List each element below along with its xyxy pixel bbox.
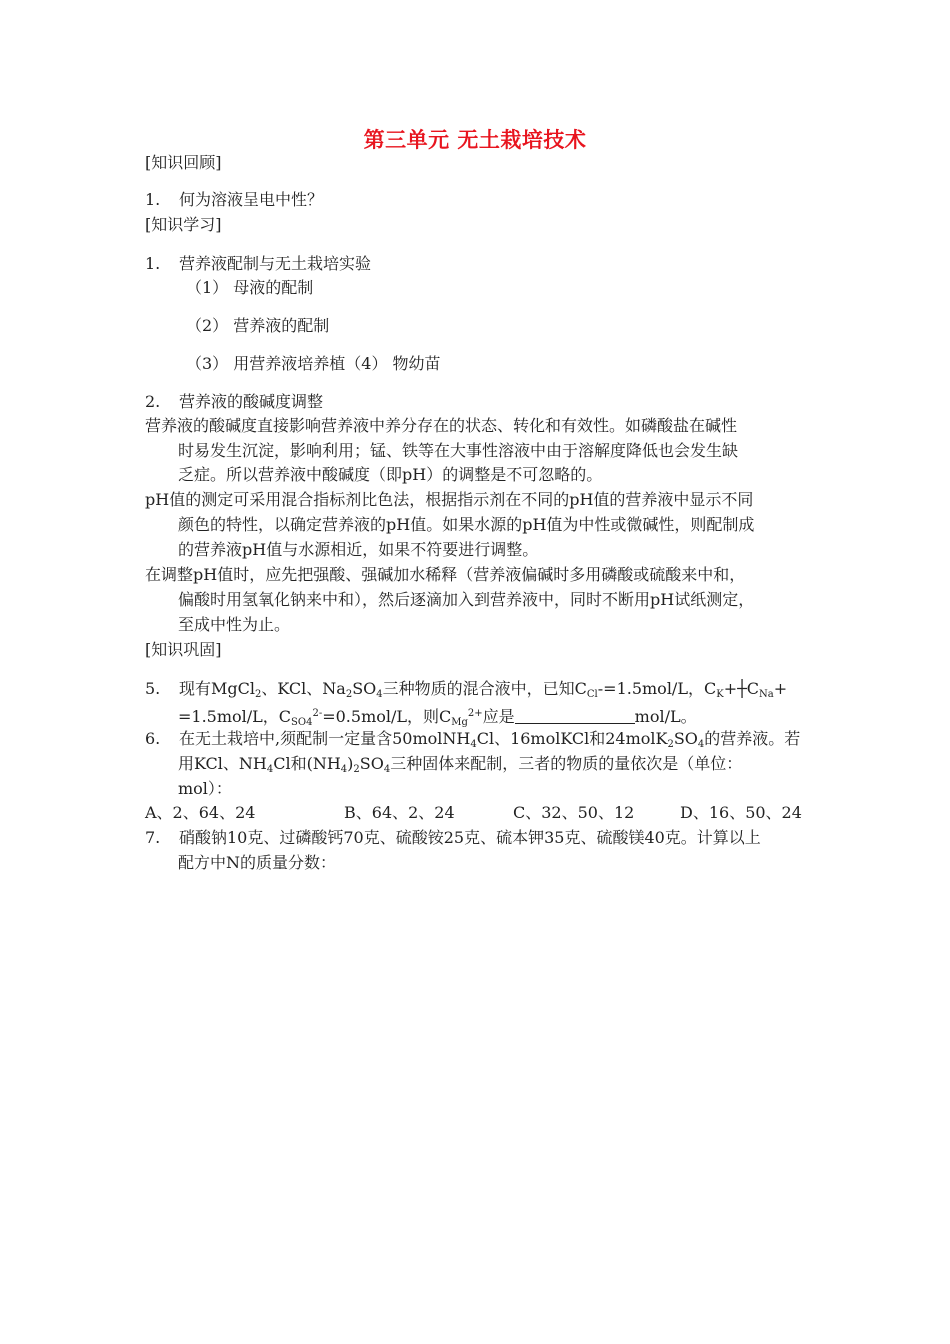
study-item-2 [145, 389, 323, 414]
text-run: SO [673, 729, 698, 748]
question-6-line-3: mol）： [178, 779, 232, 798]
paragraph-line: 乏症。所以营养液中酸碱度（即pH）的调整是不可忽略的。 [178, 465, 603, 484]
subscript: K [716, 689, 724, 700]
item-number: 1. [145, 190, 161, 209]
item-text: 何为溶液呈电中性？ [179, 190, 324, 209]
paragraph-line: 颜色的特性，以确定营养液的pH值。如果水源的pH值为中性或微碱性，则配制成 [178, 515, 755, 534]
study-sub-item-3: （3） 用营养液培养植（4） 物幼苗 [186, 354, 441, 373]
subscript: 4 [266, 764, 274, 775]
study-sub-item-2: （2） 营养液的配制 [186, 316, 330, 335]
subscript: 2 [255, 689, 262, 700]
answer-blank[interactable] [515, 705, 635, 724]
paragraph-line: 在调整pH值时，应先把强酸、强碱加水稀释（营养液偏碱时多用磷酸或硫酸来中和， [145, 565, 746, 584]
superscript: 2- [312, 708, 323, 719]
item-number: 1. [145, 254, 161, 273]
subscript: 2 [667, 739, 674, 750]
paragraph-line: 偏酸时用氢氧化钠来中和），然后逐滴加入到营养液中，同时不断用pH试纸测定， [178, 590, 755, 609]
subscript: 4 [383, 764, 391, 775]
item-text: 营养液的酸碱度调整 [179, 392, 324, 411]
subscript: 2 [353, 764, 360, 775]
subscript: Mg [451, 717, 468, 728]
study-heading: [知识学习] [145, 215, 222, 234]
text-run: mol/L。 [634, 707, 697, 726]
subscript: 2 [345, 689, 353, 700]
text-run: =0.5mol/L，则C [322, 707, 452, 726]
text-run: + [773, 679, 788, 698]
question-number: 7. [145, 828, 161, 847]
question-7-line-2: 配方中N的质量分数： [178, 853, 337, 872]
review-heading: [知识回顾] [145, 153, 222, 172]
paragraph-line: 时易发生沉淀，影响利用；锰、铁等在大事性溶液中由于溶解度降低也会发生缺 [178, 441, 739, 460]
option-b[interactable]: B、64、2、24 [344, 803, 455, 822]
item-number: 2. [145, 392, 161, 411]
subscript: Na [758, 689, 774, 700]
option-d[interactable]: D、16、50、24 [680, 803, 802, 822]
text-run: -=1.5mol/L，C [597, 679, 717, 698]
paragraph-line: 至成中性为止。 [178, 615, 291, 634]
item-text: 营养液配制与无土栽培实验 [179, 254, 372, 273]
text-run: 应是 [482, 707, 515, 726]
review-item-1 [145, 187, 323, 212]
study-item-1 [145, 251, 371, 276]
superscript: 2+ [467, 708, 483, 719]
option-c[interactable]: C、32、50、12 [513, 803, 635, 822]
text-run: 的营养液。若 [704, 729, 801, 748]
paragraph-line: 的营养液pH值与水源相近，如果不符要进行调整。 [178, 540, 539, 559]
subscript: SO4 [291, 717, 313, 728]
paragraph-line: pH值的测定可采用混合指标剂比色法，根据指示剂在不同的pH值的营养液中显示不同 [145, 490, 754, 509]
text-run: 现有MgCl [179, 679, 255, 698]
text-run: 三种固体来配制，三者的物质的量依次是（单位： [390, 754, 743, 773]
subscript: 4 [376, 689, 383, 700]
text-run: ) [347, 754, 354, 773]
text-run: Cl和(NH [273, 754, 341, 773]
subscript: 4 [470, 739, 477, 750]
subscript: 4 [340, 764, 348, 775]
question-number: 5. [145, 679, 161, 698]
paragraph-line: 营养液的酸碱度直接影响营养液中养分存在的状态、转化和有效性。如磷酸盐在碱性 [145, 416, 738, 435]
text-run: 硝酸钠10克、过磷酸钙70克、硫酸铵25克、硫本钾35克、硫酸镁40克。计算以上 [179, 828, 761, 847]
text-run: 用KCl、NH [178, 754, 267, 773]
option-a[interactable]: A、2、64、24 [145, 803, 256, 822]
question-6-line-2 [178, 751, 742, 782]
page-title: 第三单元 无土栽培技术 [363, 127, 587, 152]
text-run: SO [352, 679, 377, 698]
subscript: Cl [586, 689, 598, 700]
text-run: 、KCl、Na [261, 679, 346, 698]
consolidate-heading: [知识巩固] [145, 640, 222, 659]
text-run: 在无土栽培中,须配制一定量含50molNH [179, 729, 471, 748]
text-run: =1.5mol/L，C [178, 707, 292, 726]
text-run: SO [359, 754, 384, 773]
text-run: Cl、16molKCl和24molK [476, 729, 668, 748]
question-number: 6. [145, 729, 161, 748]
question-7-line-1 [145, 825, 761, 850]
study-sub-item-1: （1） 母液的配制 [186, 278, 314, 297]
text-run: 三种物质的混合液中，已知C [382, 679, 587, 698]
subscript: 4 [697, 739, 705, 750]
text-run: +┼C [723, 679, 759, 698]
